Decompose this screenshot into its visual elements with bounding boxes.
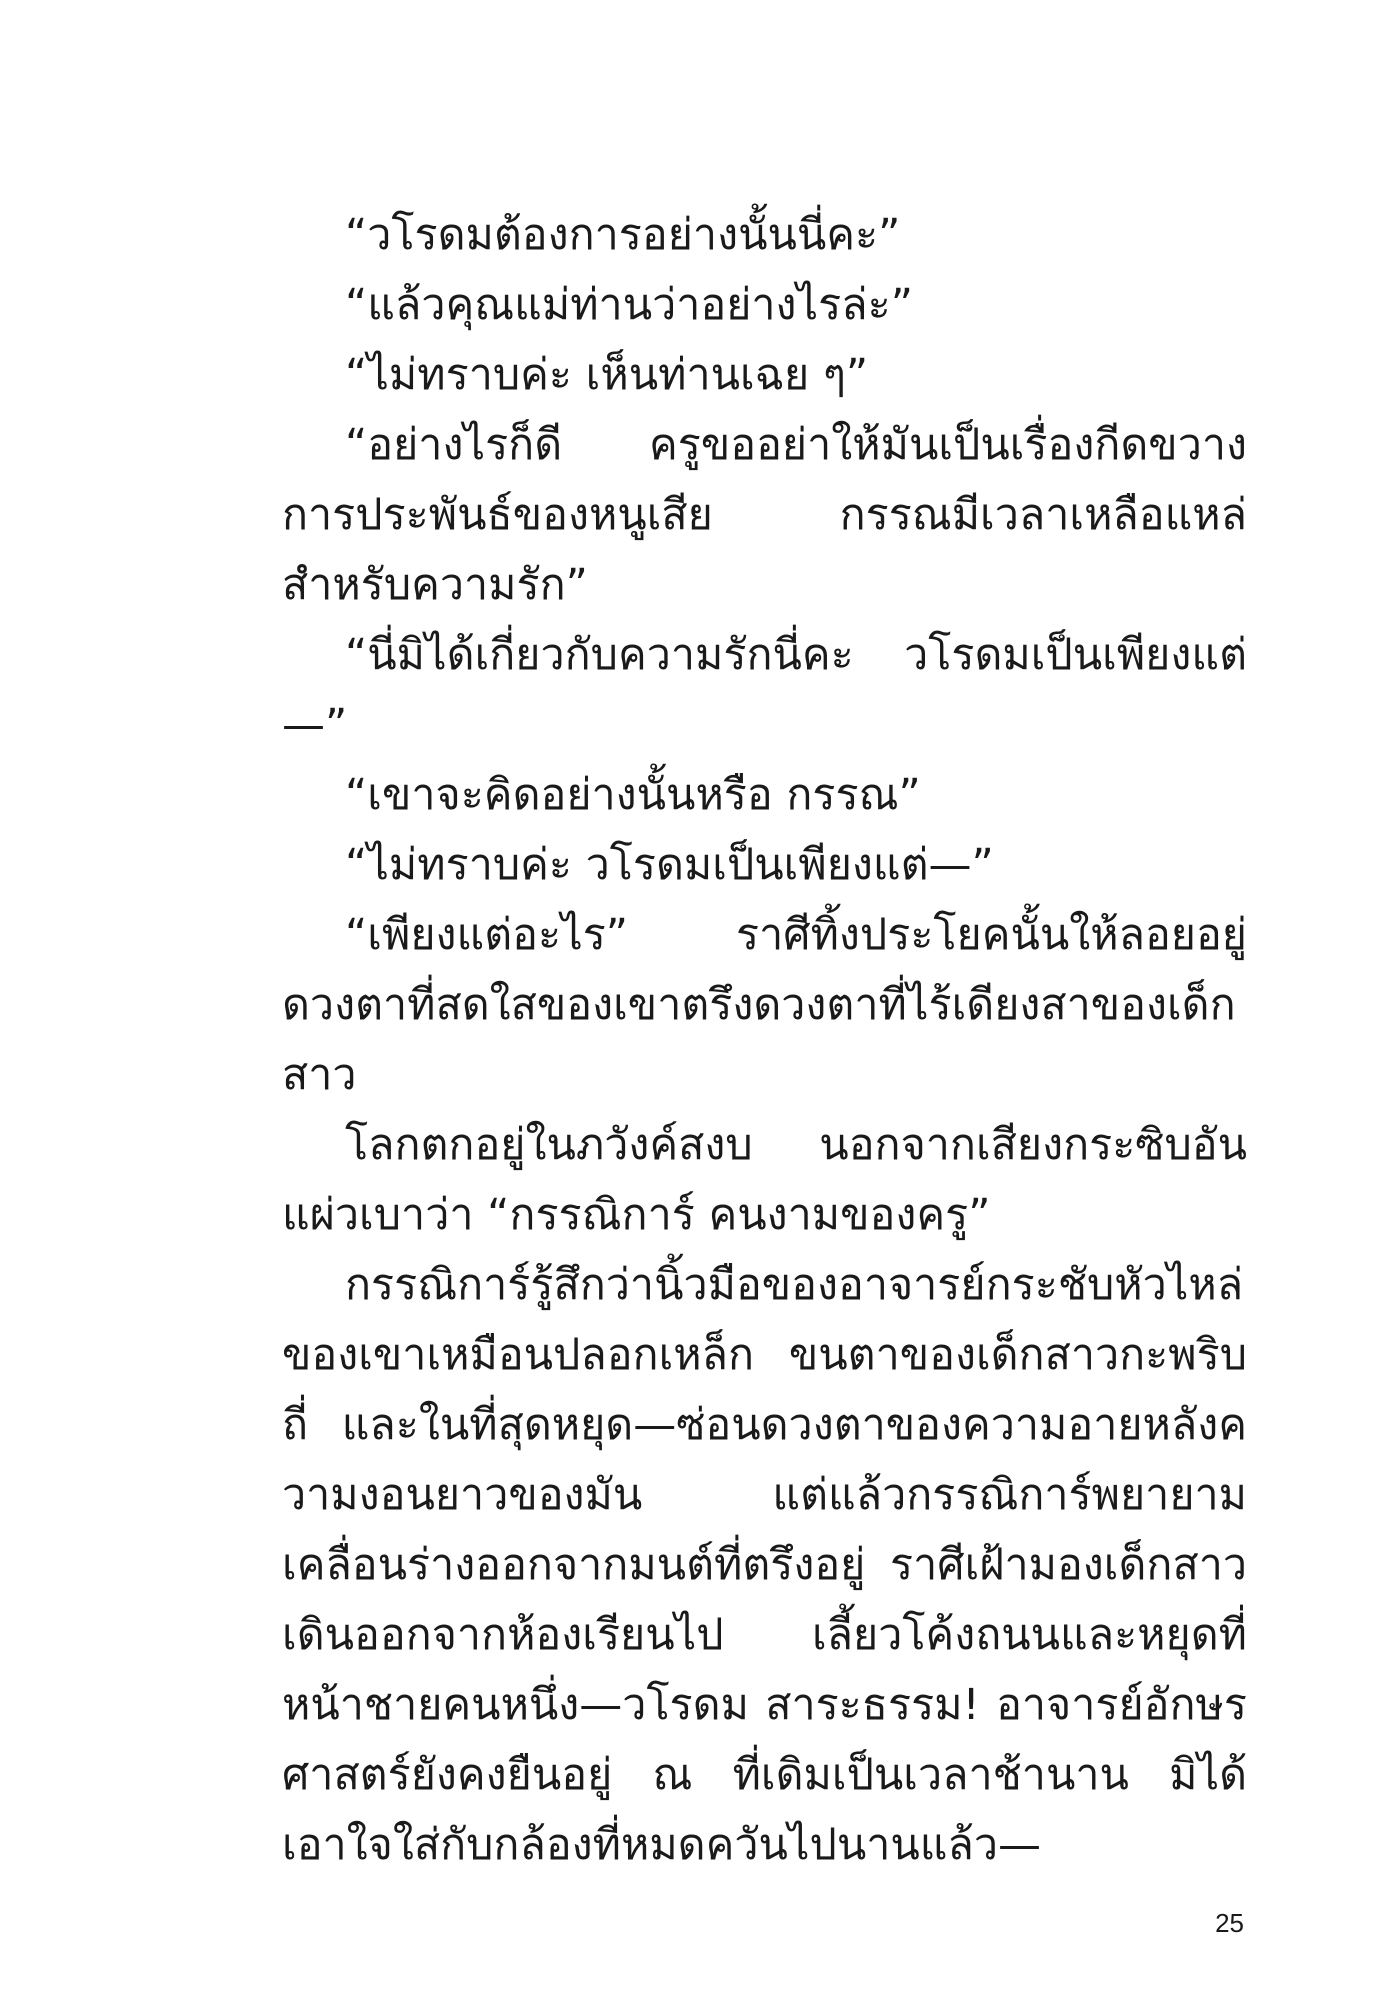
paragraph-4: “อย่างไรก็ดี ครูขออย่าให้มันเป็นเรื่องกีดขวางการประพันธ์ของหนูเสีย กรรณมีเวลาเหลือแหล่สำหรับความรัก” (282, 420, 1247, 610)
paragraph-3: “ไม่ทราบค่ะ เห็นท่านเฉย ๆ” (345, 350, 869, 400)
paragraph-10: กรรณิการ์รู้สึกว่านิ้วมือของอาจารย์กระชับหัวไหล่ของเขาเหมือนปลอกเหล็ก ขนตาของเด็กสาวกะพริบถี่ และในที่สุดหยุด—ซ่อนดวงตาของความอายหลังความงอนยาวของมัน แต่แล้วกรรณิการ์พยายามเคลื่อนร่างออกจากมนต์ที่ตรึงอยู่ ราศีเฝ้ามองเด็กสาวเดินออกจากห้องเรียนไป เลี้ยวโค้งถนนและหยุดที่หน้าชายคนหนึ่ง—วโรดม สาระธรรม! อาจารย์อักษรศาสตร์ยังคงยืนอยู่ ณ ที่เดิมเป็นเวลาช้านาน มิได้เอาใจใส่กับกล้องที่หมดควันไปนานแล้ว— (282, 1260, 1247, 1870)
paragraph-1: “วโรดมต้องการอย่างนั้นนี่คะ” (345, 210, 901, 260)
paragraph-7: “ไม่ทราบค่ะ วโรดมเป็นเพียงแต่—” (345, 840, 994, 890)
paragraph-2: “แล้วคุณแม่ท่านว่าอย่างไรล่ะ” (345, 280, 913, 330)
page-number: 25 (1215, 1908, 1244, 1938)
paragraph-8: “เพียงแต่อะไร” ราศีทิ้งประโยคนั้นให้ลอยอยู่ ดวงตาที่สดใสของเขาตรึงดวงตาที่ไร้เดียงสาของเด็กสาว (282, 910, 1247, 1100)
body-text (282, 200, 1247, 1880)
paragraph-9: โลกตกอยู่ในภวังค์สงบ นอกจากเสียงกระซิบอันแผ่วเบาว่า “กรรณิการ์ คนงามของครู” (282, 1120, 1247, 1240)
paragraph-6: “เขาจะคิดอย่างนั้นหรือ กรรณ” (345, 770, 921, 820)
paragraph-5: “นี่มิได้เกี่ยวกับความรักนี่คะ วโรดมเป็นเพียงแต่—” (282, 630, 1247, 750)
